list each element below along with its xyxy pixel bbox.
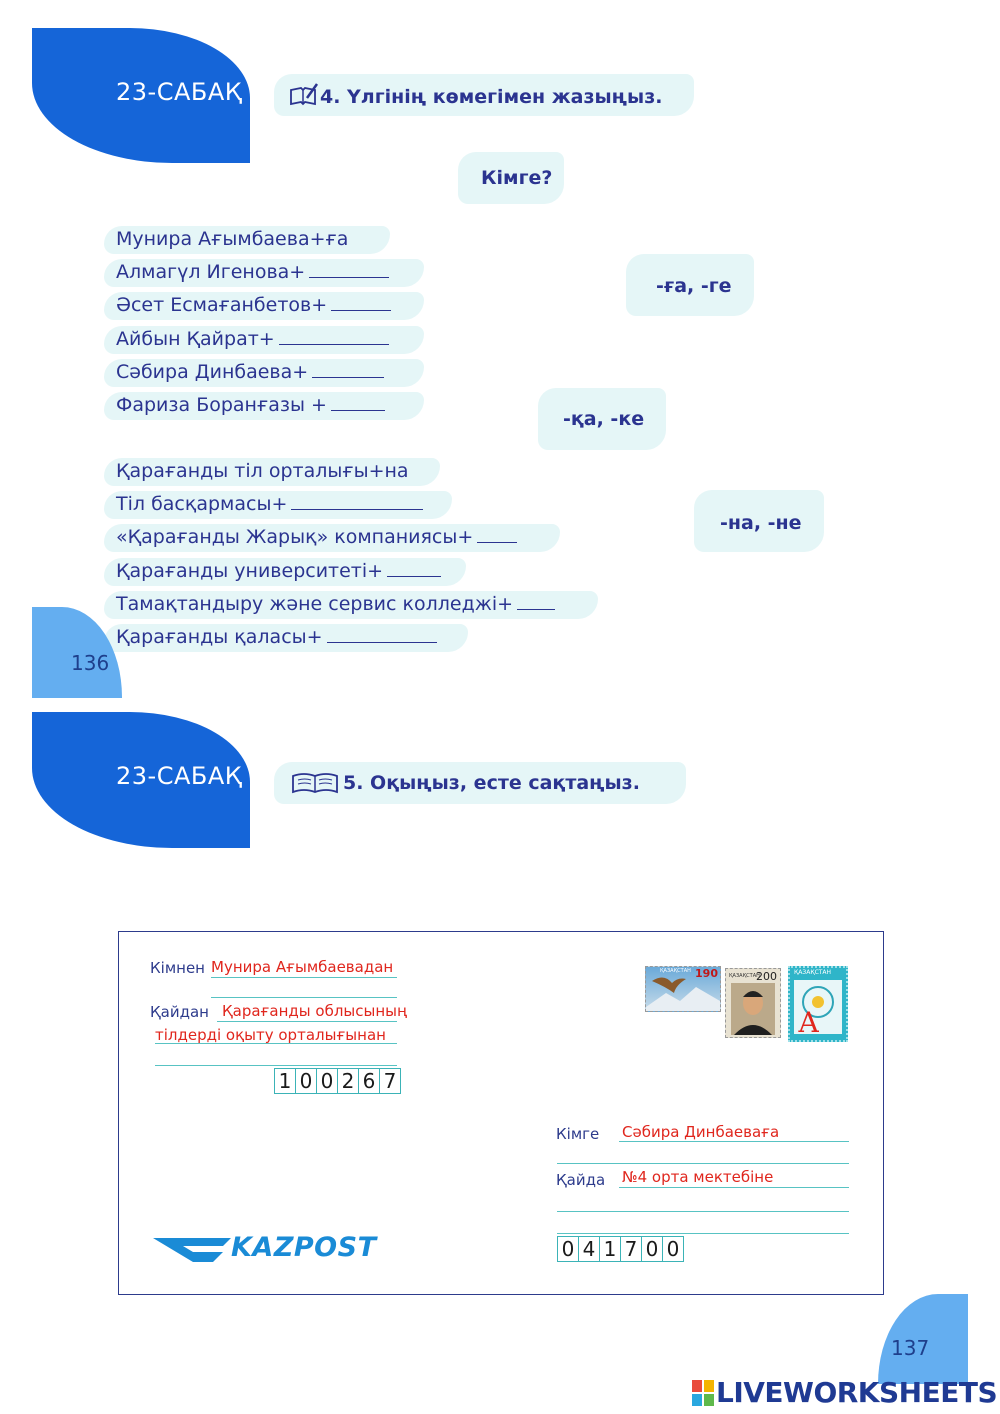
answer-blank[interactable] [477, 541, 517, 543]
from-line-2 [211, 997, 397, 998]
zip-digit: 1 [600, 1237, 621, 1261]
zip-digit: 0 [296, 1069, 317, 1093]
answer-blank[interactable] [279, 343, 389, 345]
to-value: Сәбира Динбаеваға [622, 1123, 780, 1141]
name-text: Сәбира Динбаева+ [116, 361, 309, 383]
stamp-value: 200 [756, 970, 777, 983]
name-row [116, 294, 391, 316]
name-text: Әсет Есмағанбетов+ [116, 294, 328, 316]
name-row [116, 361, 384, 383]
from-addr-underline-3 [155, 1065, 397, 1066]
zip-digit: 7 [621, 1237, 642, 1261]
zip-digit: 1 [275, 1069, 296, 1093]
zip-digit: 7 [383, 1069, 397, 1093]
kazpost-logo-icon [153, 1234, 233, 1264]
from-line [211, 977, 397, 978]
org-row [116, 493, 423, 515]
org-row [116, 626, 437, 648]
to-zip [557, 1236, 684, 1262]
to-line-2 [557, 1163, 849, 1164]
stamp-eagle [645, 966, 721, 1012]
zip-digit: 0 [642, 1237, 663, 1261]
liveworksheets-logo-icon [692, 1380, 714, 1406]
answer-blank[interactable] [312, 376, 384, 378]
name-text: Айбын Қайрат+ [116, 328, 275, 350]
hint-ga-ge: -ға, -ге [656, 275, 732, 297]
from-addr-underline-2 [155, 1043, 397, 1044]
to-addr-line [619, 1187, 849, 1188]
open-book-icon [290, 770, 340, 796]
lesson-tag: 23-САБАҚ [116, 78, 243, 106]
org-text: Қарағанды қаласы+ [116, 626, 323, 648]
from-zip [274, 1068, 401, 1094]
stamp-country: ҚАЗАҚСТАН [660, 968, 691, 974]
hint-qa-ke: -қа, -ке [563, 408, 645, 430]
zip-digit: 0 [558, 1237, 579, 1261]
org-text: Қарағанды тіл орталығы+на [116, 460, 409, 482]
stamp-country: ҚАЗАҚСТАН [794, 969, 832, 976]
from-value: Мунира Ағымбаевадан [211, 958, 394, 976]
kazpost-logo-text: KAZPOST [231, 1232, 377, 1263]
task5-title: 5. Оқыңыз, есте сақтаңыз. [343, 772, 640, 794]
liveworksheets-watermark [692, 1376, 997, 1409]
envelope [118, 931, 884, 1295]
org-row [116, 560, 441, 582]
to-label: Кімге [556, 1125, 600, 1143]
zip-digit: 0 [317, 1069, 338, 1093]
to-addr-line-3 [557, 1233, 849, 1234]
page-number-right: 137 [891, 1336, 930, 1360]
from-addr-label: Қайдан [150, 1003, 209, 1021]
answer-blank[interactable] [331, 309, 391, 311]
answer-blank[interactable] [291, 508, 423, 510]
org-text: Тамақтандыру және сервис колледжі+ [116, 593, 514, 615]
write-icon [289, 82, 319, 108]
stamp-country: ҚАЗАҚСТАН [729, 973, 760, 979]
org-row [116, 526, 517, 548]
org-text: Тіл басқармасы+ [116, 493, 288, 515]
answer-blank[interactable] [309, 276, 389, 278]
stamp-emblem [788, 966, 848, 1042]
lesson-tag: 23-САБАҚ [116, 762, 243, 790]
from-label: Кімнен [150, 959, 205, 977]
org-text: «Қарағанды Жарық» компаниясы+ [116, 526, 474, 548]
page-number-left: 136 [71, 651, 110, 675]
to-addr-value: №4 орта мектебіне [622, 1168, 774, 1186]
answer-blank[interactable] [331, 409, 385, 411]
stamp-letter: А [798, 1006, 820, 1039]
to-addr-label: Қайда [556, 1171, 606, 1189]
zip-digit: 2 [338, 1069, 359, 1093]
to-addr-line-2 [557, 1211, 849, 1212]
hint-na-ne: -на, -не [720, 512, 802, 534]
to-line [619, 1141, 849, 1142]
from-addr-line2: тілдерді оқыту орталығынан [155, 1026, 386, 1044]
stamp-value: 190 [695, 967, 718, 980]
from-addr-underline [217, 1021, 397, 1022]
stamp-portrait [725, 968, 781, 1038]
org-row [116, 593, 555, 615]
zip-digit: 0 [666, 1237, 680, 1261]
from-addr-line1: Қарағанды облысының [222, 1002, 407, 1020]
name-row [116, 261, 389, 283]
zip-digit: 6 [359, 1069, 380, 1093]
zip-digit: 4 [579, 1237, 600, 1261]
name-row [116, 328, 389, 350]
answer-blank[interactable] [327, 641, 437, 643]
name-text: Мунира Ағымбаева+ға [116, 228, 349, 250]
name-text: Фариза Боранғазы + [116, 394, 327, 416]
name-row [116, 394, 385, 416]
answer-blank[interactable] [387, 575, 441, 577]
answer-blank[interactable] [517, 608, 555, 610]
org-text: Қарағанды университеті+ [116, 560, 384, 582]
name-row [116, 228, 348, 250]
org-row [116, 460, 409, 482]
question-label: Кімге? [481, 167, 553, 189]
task4-title: 4. Үлгінің көмегімен жазыңыз. [320, 86, 663, 108]
name-text: Алмагүл Игенова+ [116, 261, 306, 283]
watermark-text: LIVEWORKSHEETS [716, 1376, 998, 1409]
